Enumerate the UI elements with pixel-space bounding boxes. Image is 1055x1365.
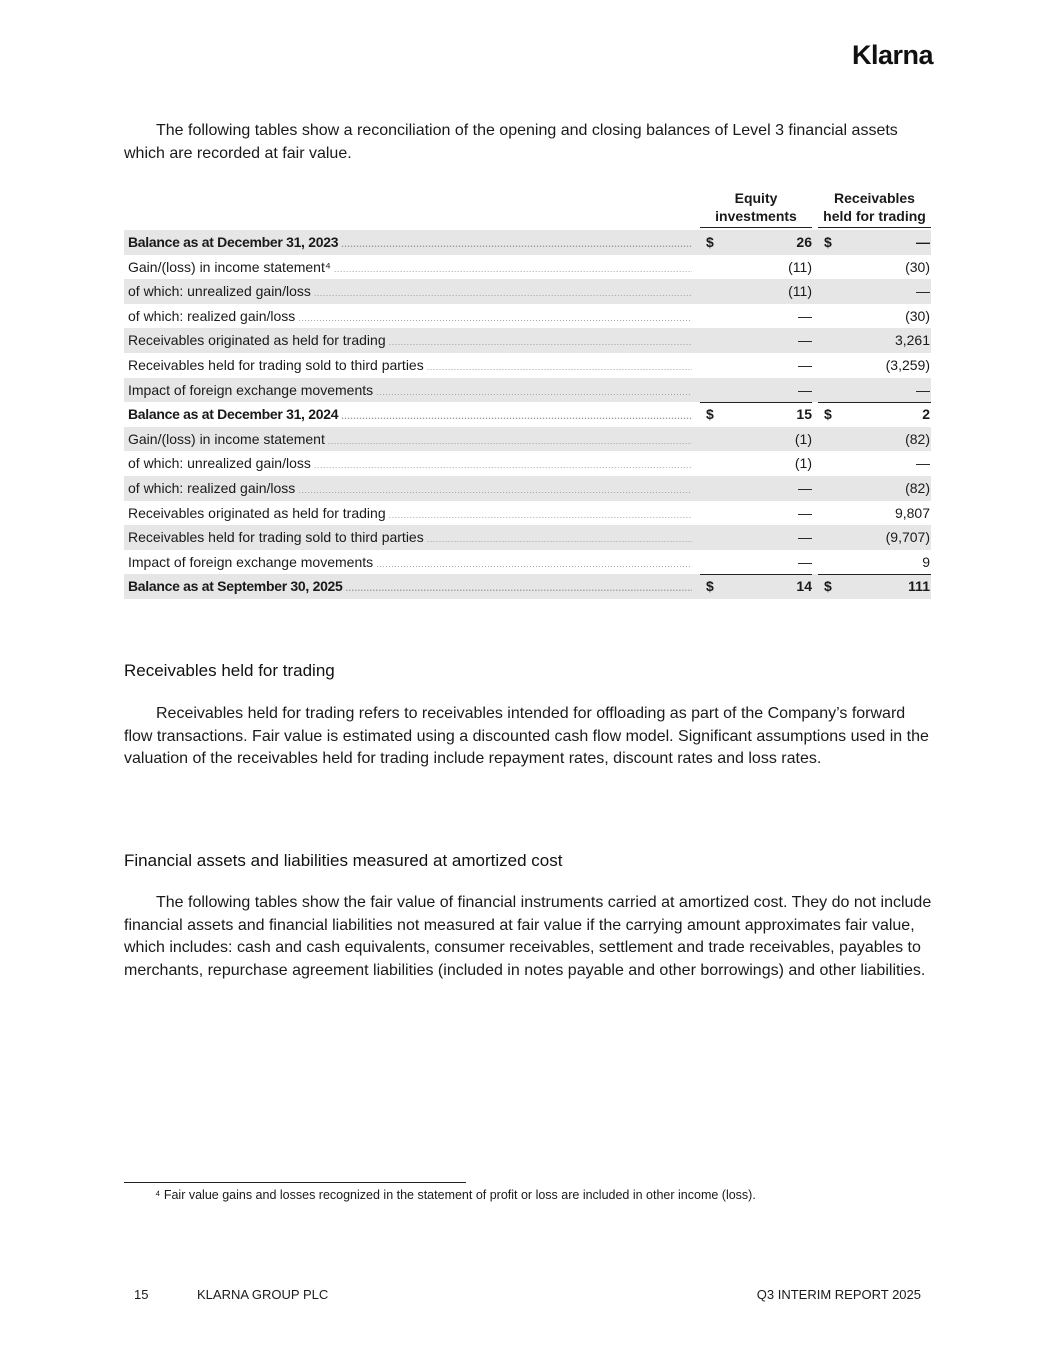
receivables-value: (9,707) xyxy=(885,529,930,546)
equity-value: — xyxy=(798,307,812,324)
row-label: Gain/(loss) in income statement ..... xyxy=(128,427,692,454)
row-label: of which: unrealized gain/loss ..... xyxy=(128,279,692,306)
table-header xyxy=(124,170,931,230)
table-row xyxy=(124,328,931,353)
table-row xyxy=(124,230,931,255)
receivables-text: Receivables held for trading refers to receivables intended for offloading as part of the Company’s forward flow transactions. Fair value is estimated using a discounted cash flow model. Significant assumptions used in the valuation of the receivables held for trading include repayment rates, discount rates and loss rates. xyxy=(124,705,929,767)
currency-symbol: $ xyxy=(824,578,832,595)
equity-value: — xyxy=(798,356,812,373)
amortized-cost-text: The following tables show the fair value of financial instruments carried at amortized cost. They do not include financial assets and financial liabilities not measured at fair value if the carrying amount approximates fair value, which includes: cash and cash equivalents, consumer receivables, settlement and trade receivables, payables to merchants, repurchase agreement liabilities (included in notes payable and other borrowings) and other liabilities. xyxy=(124,894,932,979)
row-label: Balance as at September 30, 2025 ..... xyxy=(128,574,692,601)
receivables-value: (30) xyxy=(905,258,930,275)
equity-value: (1) xyxy=(794,430,812,447)
section-heading-receivables: Receivables held for trading xyxy=(124,661,335,680)
receivables-value: (30) xyxy=(905,307,930,324)
total-rule xyxy=(700,402,812,403)
total-rule xyxy=(818,574,931,575)
receivables-value: 9 xyxy=(922,553,930,570)
table-row xyxy=(124,574,931,599)
intro-paragraph xyxy=(124,120,934,165)
receivables-value: 2 xyxy=(922,406,930,423)
equity-value: 15 xyxy=(796,406,812,423)
receivables-value: 9,807 xyxy=(894,504,930,521)
row-label: Receivables held for trading sold to third parties ..... xyxy=(128,525,692,552)
footer-report: Q3 INTERIM REPORT 2025 xyxy=(756,1287,921,1302)
receivables-value: — xyxy=(916,455,930,472)
table-row xyxy=(124,427,931,452)
row-label: of which: realized gain/loss ..... xyxy=(128,304,692,331)
receivables-paragraph xyxy=(124,703,934,771)
footnote-divider xyxy=(124,1182,466,1183)
total-rule xyxy=(700,574,812,575)
currency-symbol: $ xyxy=(706,406,714,423)
table-row xyxy=(124,525,931,550)
header-equity: Equity investments xyxy=(700,189,812,228)
equity-value: 26 xyxy=(796,234,812,250)
equity-value: 14 xyxy=(796,578,812,595)
equity-value: (1) xyxy=(794,455,812,472)
table-row xyxy=(124,501,931,526)
receivables-value: (3,259) xyxy=(885,356,930,373)
equity-value: — xyxy=(798,381,812,398)
table-row xyxy=(124,304,931,329)
intro-text: The following tables show a reconciliation of the opening and closing balances of Level 3 financial assets which are recorded at fair value. xyxy=(124,122,898,162)
row-label: Gain/(loss) in income statement⁴ ..... xyxy=(128,255,692,282)
currency-symbol: $ xyxy=(706,578,714,595)
table-row xyxy=(124,451,931,476)
footnote: ⁴ Fair value gains and losses recognized in the statement of profit or loss are included in other income (loss). xyxy=(155,1188,756,1202)
row-label: Receivables originated as held for trading ..... xyxy=(128,328,692,355)
receivables-value: — xyxy=(916,283,930,300)
row-label: of which: realized gain/loss ..... xyxy=(128,476,692,503)
equity-value: — xyxy=(798,479,812,496)
equity-value: — xyxy=(798,529,812,546)
row-label: Receivables held for trading sold to third parties ..... xyxy=(128,353,692,380)
receivables-value: 111 xyxy=(908,578,930,595)
equity-value: — xyxy=(798,553,812,570)
row-label: Balance as at December 31, 2024 ..... xyxy=(128,402,692,429)
header-receivables: Receivables held for trading xyxy=(818,189,931,228)
table-row xyxy=(124,255,931,280)
table-row xyxy=(124,378,931,403)
section-heading-amortized-cost: Financial assets and liabilities measured at amortized cost xyxy=(124,851,563,870)
total-rule xyxy=(818,402,931,403)
page-number: 15 xyxy=(134,1287,149,1302)
amortized-cost-paragraph xyxy=(124,892,934,982)
row-label: Impact of foreign exchange movements ..... xyxy=(128,378,692,405)
receivables-value: (82) xyxy=(905,479,930,496)
row-label: of which: unrealized gain/loss ..... xyxy=(128,451,692,478)
row-label: Balance as at December 31, 2023 ..... xyxy=(128,230,692,257)
table-row xyxy=(124,550,931,575)
klarna-logo: Klarna xyxy=(851,40,933,70)
equity-value: (11) xyxy=(788,258,812,275)
row-label: Receivables originated as held for trading ..... xyxy=(128,501,692,528)
level3-reconciliation-table xyxy=(124,170,931,599)
table-row xyxy=(124,353,931,378)
table-row xyxy=(124,476,931,501)
equity-value: — xyxy=(798,504,812,521)
receivables-value: (82) xyxy=(905,430,930,447)
currency-symbol: $ xyxy=(706,234,714,250)
equity-value: — xyxy=(798,332,812,349)
receivables-value: — xyxy=(916,234,930,250)
receivables-value: — xyxy=(916,381,930,398)
receivables-value: 3,261 xyxy=(894,332,930,349)
table-row xyxy=(124,402,931,427)
row-label: Impact of foreign exchange movements ..... xyxy=(128,550,692,577)
currency-symbol: $ xyxy=(824,234,832,250)
footer-company: KLARNA GROUP PLC xyxy=(197,1287,329,1302)
equity-value: (11) xyxy=(788,283,812,300)
table-row xyxy=(124,279,931,304)
currency-symbol: $ xyxy=(824,406,832,423)
